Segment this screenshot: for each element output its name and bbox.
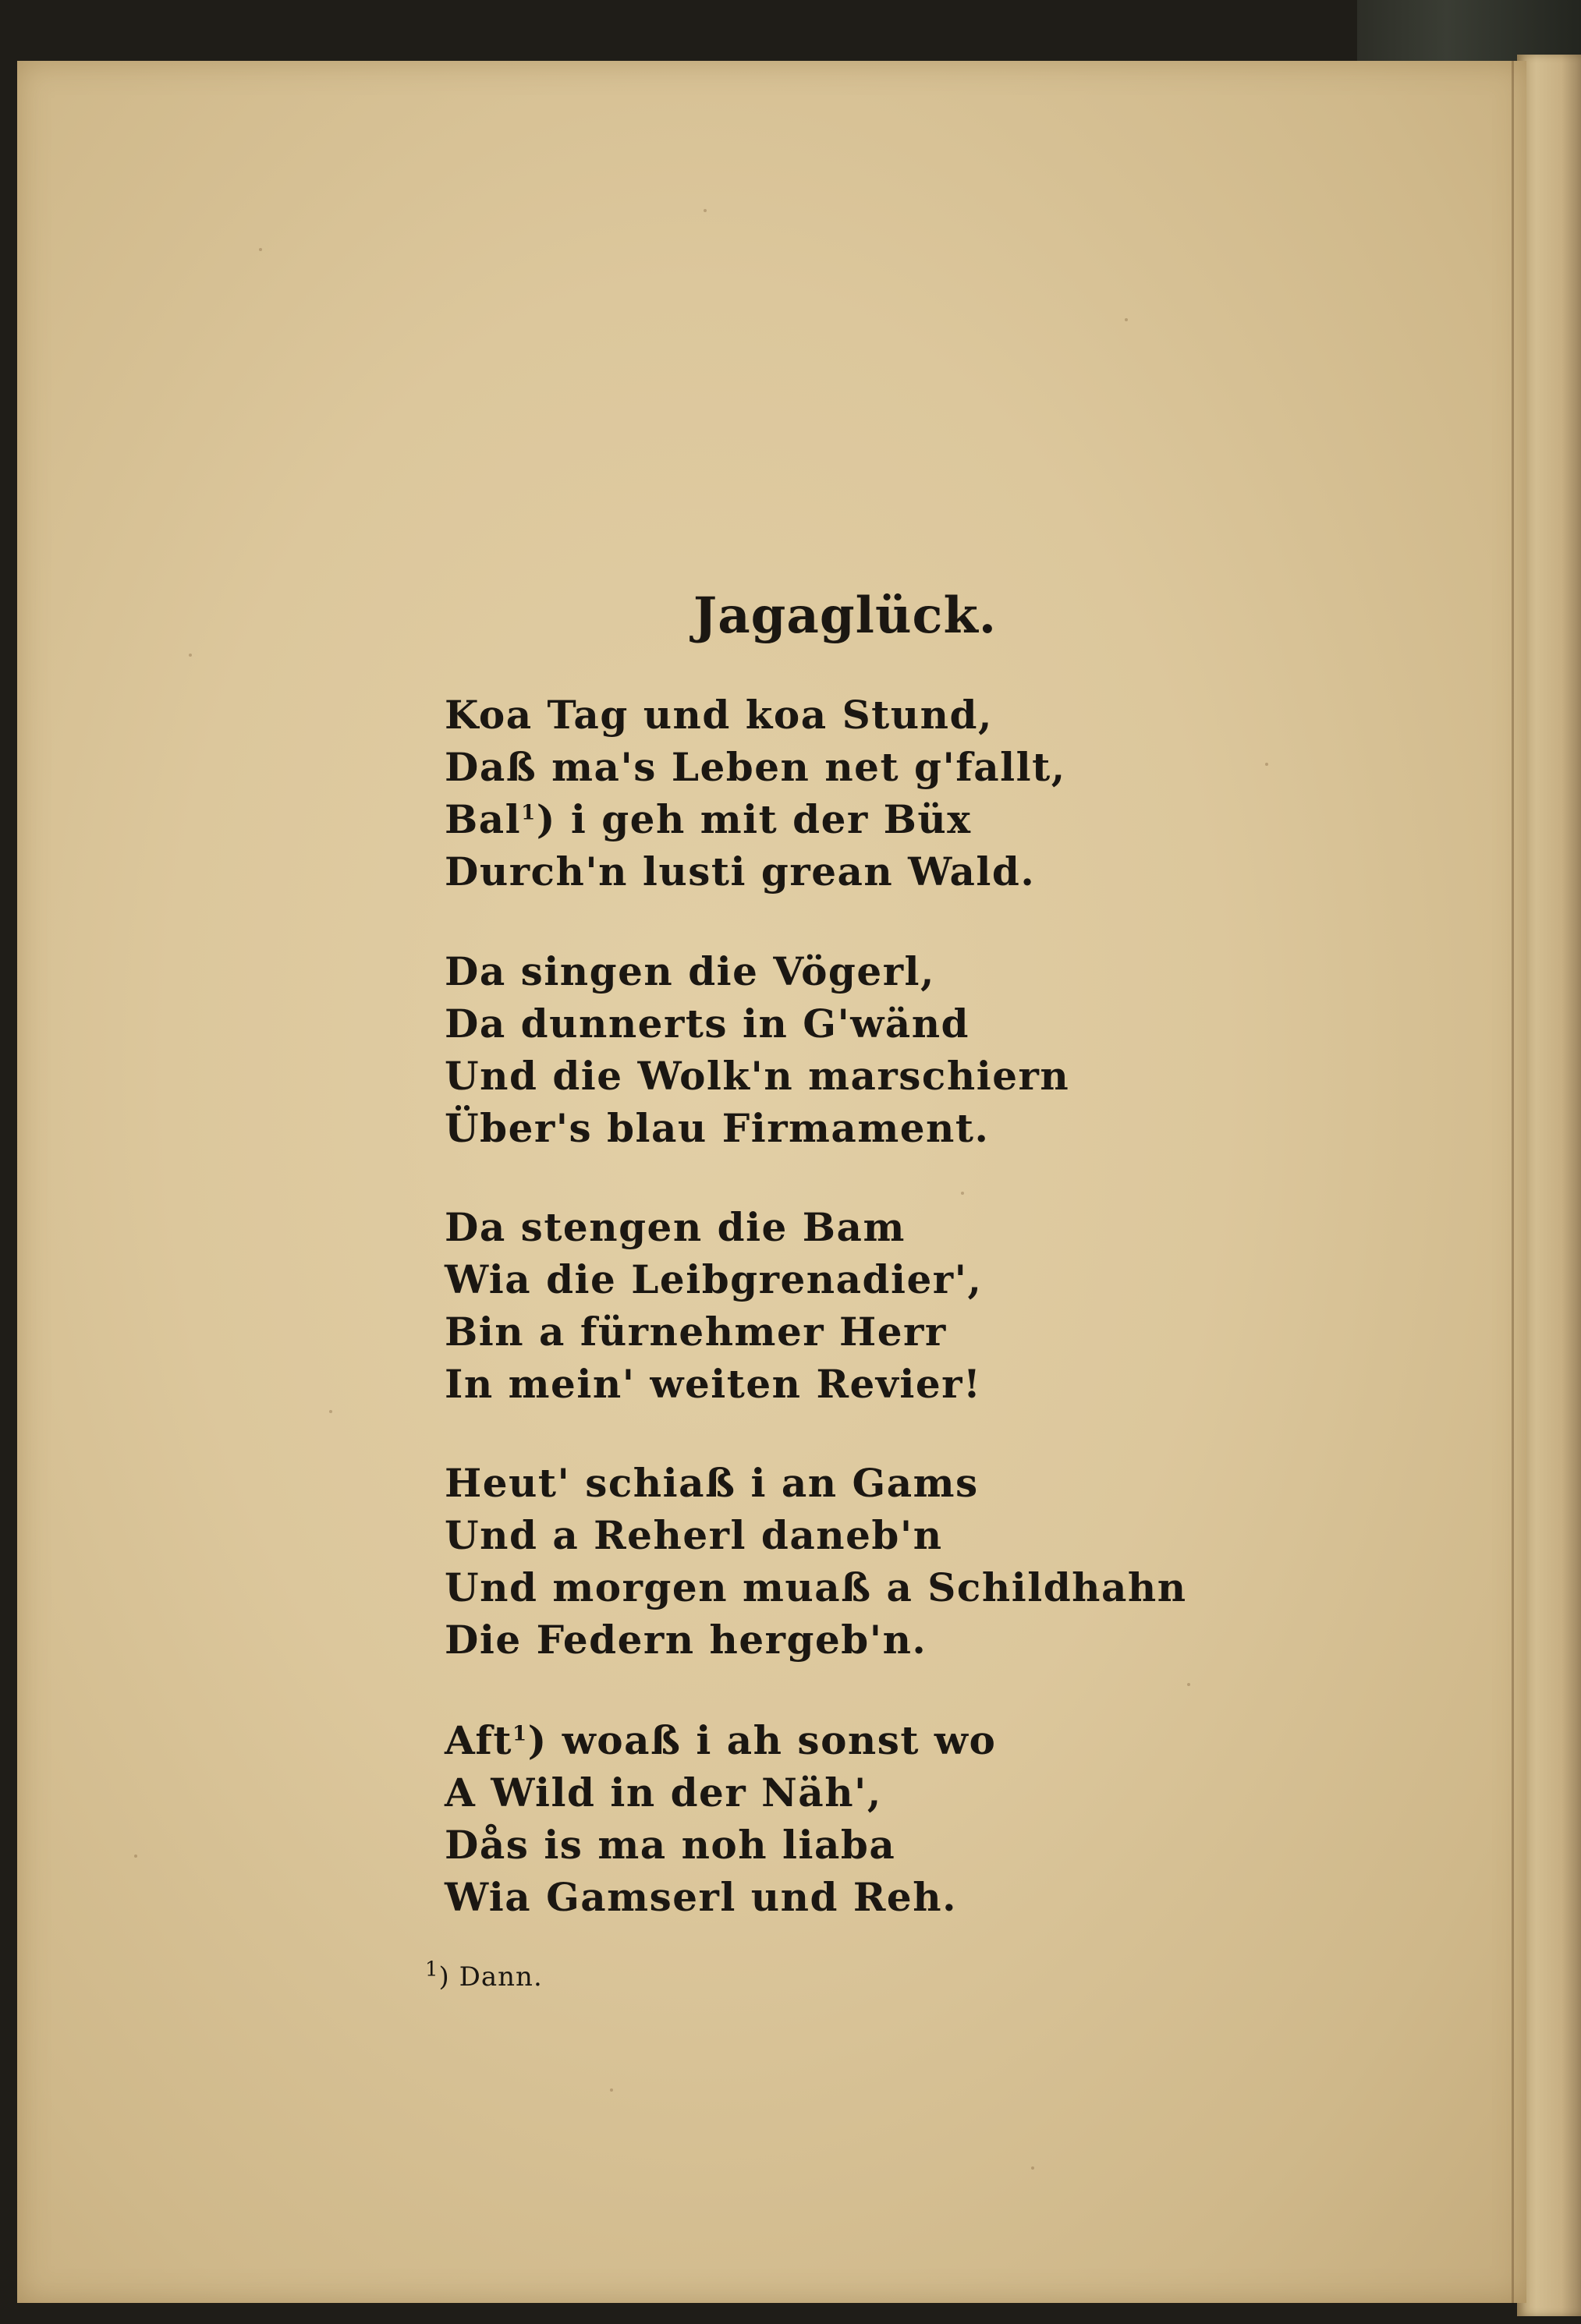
poem-line: Daß ma's Leben net g'fallt, — [445, 744, 1066, 790]
poem-line: Da stengen die Bam — [445, 1204, 906, 1250]
poem-line: Koa Tag und koa Stund, — [445, 692, 993, 738]
footnote — [425, 1957, 543, 1993]
poem-line: Wia die Leibgrenadier', — [445, 1256, 983, 1302]
poem-line-rest: ) woaß i ah sonst wo — [527, 1717, 997, 1763]
poem-line: Und die Wolk'n marschiern — [445, 1053, 1070, 1099]
poem-title: Jagaglück. — [693, 586, 998, 645]
poem-line: Da dunnerts in G'wänd — [445, 1001, 970, 1047]
footnote-mark: 1 — [425, 1957, 439, 1982]
poem-line: Über's blau Firmament. — [445, 1105, 990, 1151]
poem-line — [445, 793, 1066, 845]
poem-line: Da singen die Vögerl, — [445, 948, 935, 994]
poem-line-start: Bal — [445, 796, 522, 842]
poem-line: A Wild in der Näh', — [445, 1770, 882, 1816]
poem-line — [445, 1714, 996, 1766]
stanza-2 — [445, 945, 1069, 1154]
footnote-mark: 1 — [512, 1722, 528, 1746]
poem-line-start: Aft — [445, 1717, 513, 1763]
poem-line-rest: ) i geh mit der Büx — [536, 796, 972, 842]
poem-line: Und morgen muaß a Schildhahn — [445, 1564, 1187, 1610]
poem-line: Und a Reherl daneb'n — [445, 1512, 943, 1558]
poem-line: Dås is ma noh liaba — [445, 1822, 896, 1868]
poem-line: Heut' schiaß i an Gams — [445, 1460, 979, 1506]
stanza-3 — [445, 1201, 982, 1410]
poem-line: Wia Gamserl und Reh. — [445, 1874, 957, 1920]
poem-line: Die Federn hergeb'n. — [445, 1617, 927, 1663]
stanza-5 — [445, 1714, 996, 1923]
poem-line: Durch'n lusti grean Wald. — [445, 848, 1036, 895]
footnote-mark: 1 — [521, 801, 537, 825]
poem-line: Bin a fürnehmer Herr — [445, 1309, 947, 1355]
stanza-4 — [445, 1457, 1187, 1666]
stanza-1 — [445, 689, 1066, 898]
footnote-text: ) Dann. — [438, 1961, 543, 1993]
poem-line: In mein' weiten Revier! — [445, 1361, 982, 1407]
